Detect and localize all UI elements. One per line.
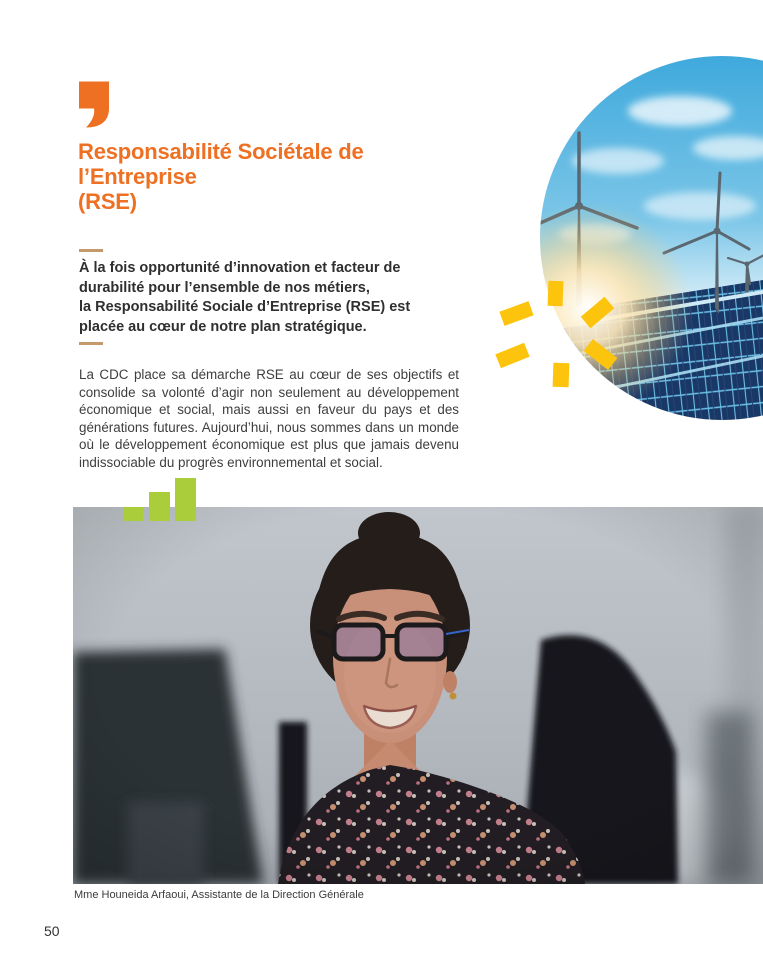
sun-ray [548, 281, 564, 307]
wind-solar-circle-photo [540, 56, 763, 420]
page-title-line1: Responsabilité Sociétale de [78, 139, 364, 164]
bar-chart-bar [175, 478, 196, 521]
bar-chart-bar [123, 507, 143, 521]
page-title [78, 139, 408, 214]
quote-icon [79, 81, 109, 128]
divider-bottom [79, 342, 103, 345]
intro-paragraph [79, 259, 439, 337]
sun-ray [553, 363, 570, 388]
intro-line3: la Responsabilité Sociale d’Entreprise (RSE) est [79, 299, 411, 315]
intro-line2: durabilité pour l’ensemble de nos métiers, [79, 279, 370, 296]
sun-ray [499, 301, 533, 326]
bar-chart-icon [123, 477, 203, 521]
intro-line1: À la fois opportunité d’innovation et facteur de [79, 260, 401, 276]
bar-chart-bar [149, 492, 170, 521]
photo-caption: Mme Houneida Arfaoui, Assistante de la Direction Générale [74, 889, 364, 901]
page-title-line3: (RSE) [78, 189, 137, 214]
sun-ray [495, 343, 529, 369]
body-paragraph: La CDC place sa démarche RSE au cœur de ses objectifs et consolide sa volonté d’agir non seulement au développement économique et social, mais aussi en faveur du pays et des générations futures. Aujourd’hui, nous sommes dans un monde où le développement économique est plus que jamais devenu indissociable du progrès environnemental et social. [79, 367, 459, 470]
divider-top [79, 249, 103, 252]
intro-line4: placée au cœur de notre plan stratégique. [79, 318, 367, 335]
page-title-line2: l’Entreprise [78, 164, 197, 189]
portrait-photo [73, 507, 763, 884]
page-number: 50 [44, 923, 60, 939]
